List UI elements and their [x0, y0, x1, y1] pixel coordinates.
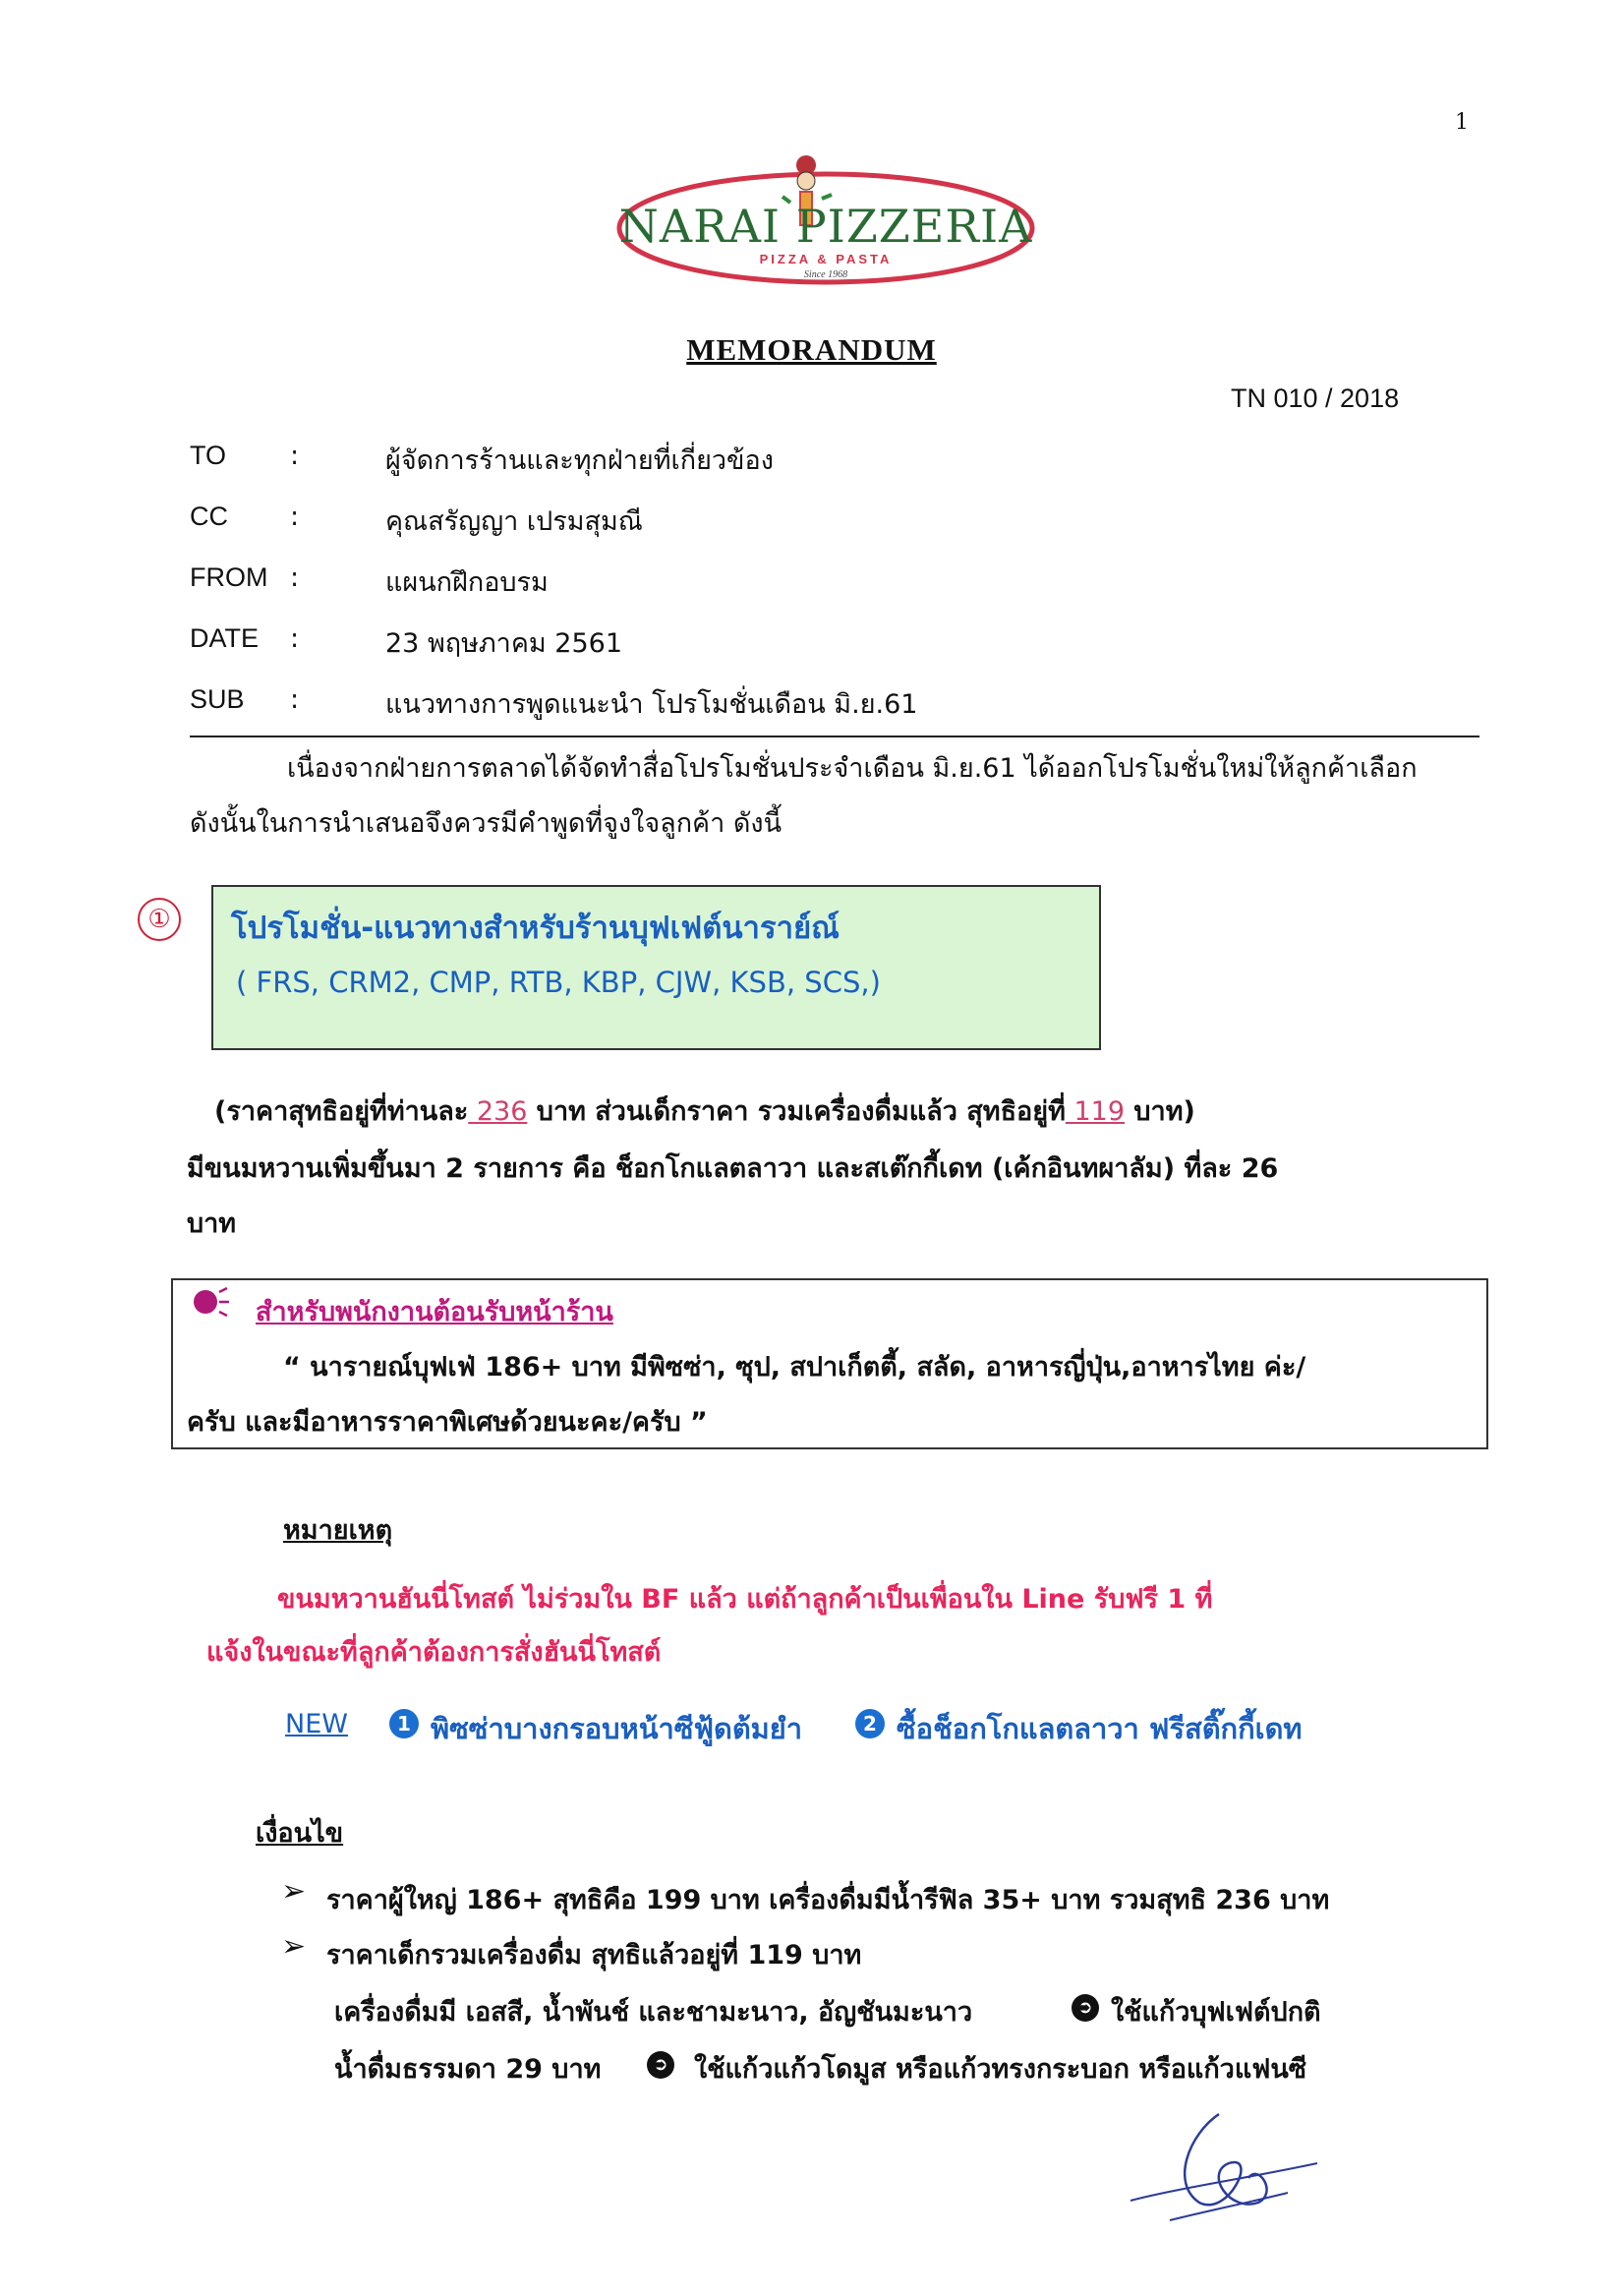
note-heading: หมายเหตุ	[283, 1515, 393, 1546]
right-arrow-icon: ➲	[647, 2051, 674, 2079]
page-number: 1	[1455, 110, 1469, 135]
cc-value: คุณสรัญญา เปรมสุมณี	[385, 506, 643, 537]
drink-options: เครื่องดื่มมี เอสสี, น้ำพันช์ และชามะนาว, อัญชันมะนาว	[334, 1997, 973, 2028]
water-glass-note: ใช้แก้วแก้วโดมูส หรือแก้วทรงกระบอก หรือแก้วแฟนซี	[694, 2054, 1307, 2085]
svg-text:NARAI PIZZERIA: NARAI PIZZERIA	[618, 200, 1033, 253]
note-line-2: แจ้งในขณะที่ลูกค้าต้องการสั่งฮันนี่โทสต์	[206, 1637, 662, 1668]
speaking-head-icon	[192, 1284, 233, 1320]
staff-section-title: สำหรับพนักงานต้อนรับหน้าร้าน	[256, 1297, 613, 1327]
from-value: แผนกฝึกอบรม	[385, 567, 549, 598]
memo-title: MEMORANDUM	[686, 332, 937, 367]
staff-script-line-2: ครับ และมีอาหารราคาพิเศษด้วยนะคะ/ครับ ”	[187, 1407, 708, 1438]
cc-label: CC	[190, 501, 228, 531]
right-arrow-icon: ➲	[1072, 1994, 1099, 2022]
adult-price: 236	[468, 1096, 528, 1127]
intro-line-2: ดังนั้นในการนำเสนอจึงควรมีคำพูดที่จูงใจลูกค้า ดังนี้	[190, 808, 783, 839]
drink-glass-note: ใช้แก้วบุฟเฟต์ปกติ	[1111, 1997, 1321, 2028]
condition-1: ราคาผู้ใหญ่ 186+ สุทธิคือ 199 บาท เครื่องดื่มมีน้ำรีฟิล 35+ บาท รวมสุทธิ 236 บาท	[326, 1885, 1330, 1915]
sub-label: SUB	[190, 684, 245, 714]
price-line-1	[214, 1089, 1195, 1132]
to-colon: :	[290, 441, 300, 471]
bullet-arrow-icon: ➢	[281, 1874, 307, 1909]
price-text-3: บาท)	[1125, 1096, 1195, 1127]
from-label: FROM	[190, 562, 268, 592]
water-price: น้ำดื่มธรรมดา 29 บาท	[334, 2054, 602, 2085]
intro-line-1: เนื่องจากฝ่ายการตลาดได้จัดทำสื่อโปรโมชั่นประจำเดือน มิ.ย.61 ได้ออกโปรโมชั่นใหม่ให้ลูกค้าเลือก	[287, 753, 1418, 784]
to-value: ผู้จัดการร้านและทุกฝ่ายที่เกี่ยวข้อง	[385, 445, 774, 476]
price-line-2: มีขนมหวานเพิ่มขึ้นมา 2 รายการ คือ ช็อกโกแลตลาวา และสเต๊กกี้เดท (เค้กอินทผาลัม) ที่ละ 26	[187, 1153, 1279, 1184]
document-number: TN 010 / 2018	[1231, 383, 1400, 413]
sub-value: แนวทางการพูดแนะนำ โปรโมชั่นเดือน มิ.ย.61	[385, 689, 918, 720]
condition-2: ราคาเด็กรวมเครื่องดื่ม สุทธิแล้วอยู่ที่ 119 บาท	[326, 1940, 862, 1971]
svg-text:Since 1968: Since 1968	[803, 269, 848, 280]
new-item-2: ซื้อช็อกโกแลตลาวา ฟรีสติ๊กกี้เดท	[897, 1712, 1303, 1745]
child-price: 119	[1065, 1096, 1126, 1127]
date-colon: :	[290, 623, 300, 654]
number-2-circle: 2	[855, 1709, 885, 1738]
price-line-3: บาท	[187, 1208, 237, 1239]
sub-colon: :	[290, 684, 300, 715]
promo-title: โปรโมชั่น-แนวทางสำหรับร้านบุฟเฟต์นาราย์ณ์	[231, 911, 840, 946]
promo-branch-codes: ( FRS, CRM2, CMP, RTB, KBP, CJW, KSB, SCS,)	[236, 966, 881, 999]
cc-colon: :	[290, 501, 300, 532]
date-value: 23 พฤษภาคม 2561	[385, 628, 622, 659]
bullet-arrow-icon: ➢	[281, 1929, 307, 1964]
price-text-1: (ราคาสุทธิอยู่ที่ท่านละ	[214, 1096, 469, 1127]
conditions-heading: เงื่อนไข	[256, 1818, 344, 1849]
header-divider	[190, 736, 1479, 737]
note-line-1: ขนมหวานฮันนี่โทสต์ ไม่ร่วมใน BF แล้ว แต่ถ้าลูกค้าเป็นเพื่อนใน Line รับฟรี 1 ที่	[277, 1584, 1213, 1615]
to-label: TO	[190, 441, 227, 470]
svg-text:PIZZA & PASTA: PIZZA & PASTA	[759, 252, 893, 266]
new-item-1: พิซซ่าบางกรอบหน้าซีฟู้ดต้มยำ	[431, 1712, 803, 1745]
signature	[1111, 2094, 1347, 2242]
number-1-circle: 1	[389, 1709, 419, 1738]
new-label: NEW	[285, 1709, 348, 1739]
section-number-circle: ①	[138, 898, 181, 941]
date-label: DATE	[190, 623, 260, 653]
price-text-2: บาท ส่วนเด็กราคา รวมเครื่องดื่มแล้ว สุทธิอยู่ที่	[527, 1096, 1066, 1127]
from-colon: :	[290, 562, 300, 593]
staff-script-line-1: “ นารายณ์บุฟเฟ่ 186+ บาท มีพิซซ่า, ซุป, สปาเก็ตตี้, สลัด, อาหารญี่ปุ่น,อาหารไทย ค่ะ/	[283, 1352, 1306, 1383]
narai-pizzeria-logo	[609, 138, 1042, 295]
